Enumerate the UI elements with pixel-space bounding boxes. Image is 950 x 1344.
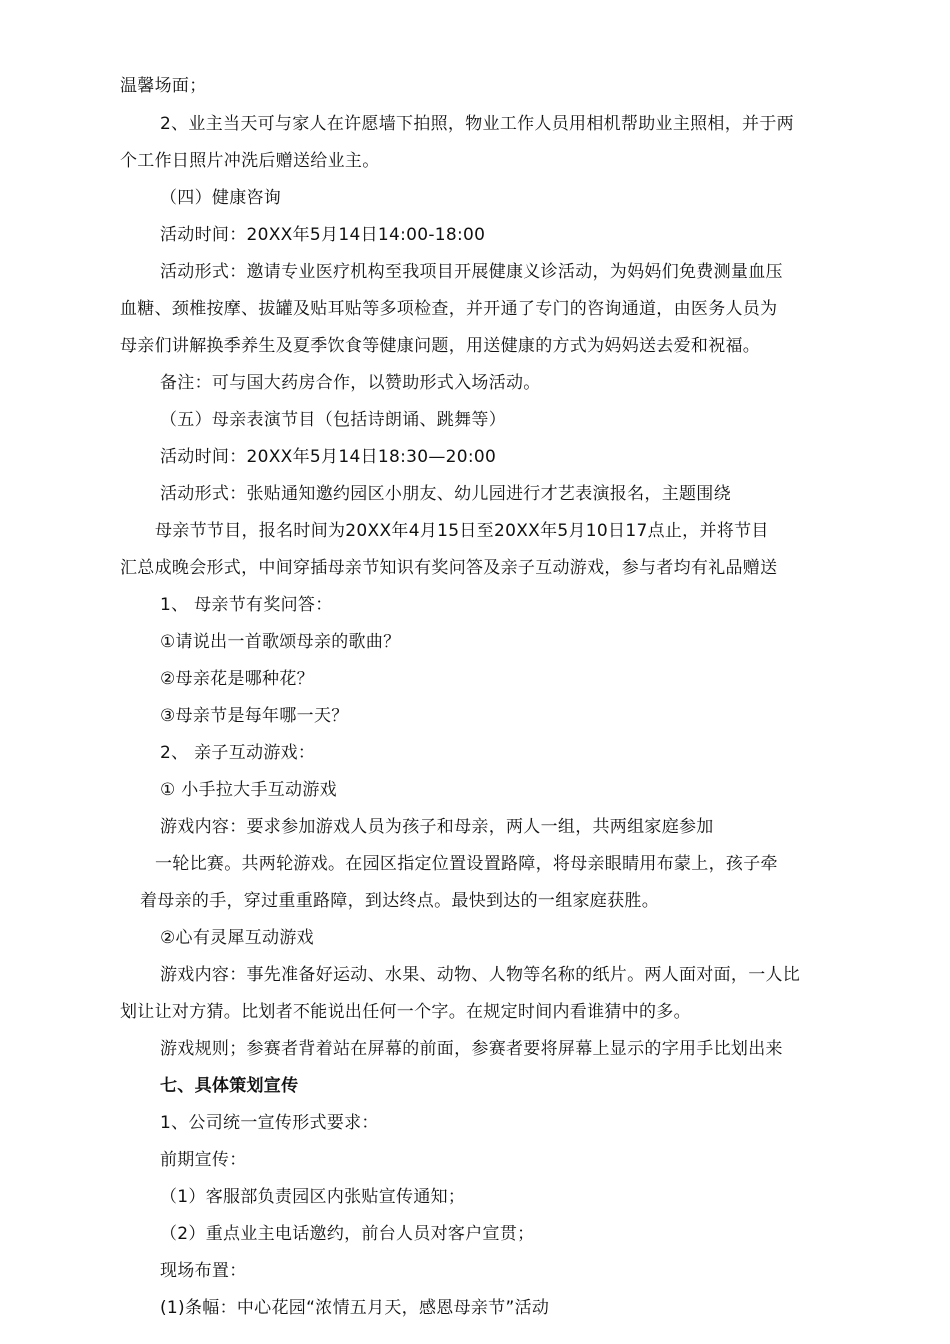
list-heading: 1、 母亲节有奖问答：: [160, 595, 333, 615]
text-line: 备注：可与国大药房合作，以赞助形式入场活动。: [160, 373, 541, 393]
text-line: 前期宣传：: [160, 1150, 247, 1170]
text-line: 1、公司统一宣传形式要求：: [160, 1113, 379, 1133]
chapter-heading: 七、具体策划宣传: [160, 1076, 299, 1096]
text-line: 血糖、颈椎按摩、拔罐及贴耳贴等多项检查，并开通了专门的咨询通道，由医务人员为: [120, 299, 778, 319]
text-line: 2、业主当天可与家人在许愿墙下拍照，物业工作人员用相机帮助业主照相，并于两: [160, 114, 794, 134]
section-heading: （五）母亲表演节目（包括诗朗诵、跳舞等）: [160, 410, 506, 430]
text-line: 母亲节节目，报名时间为20XX年4月15日至20XX年5月10日17点止，并将节目: [155, 521, 769, 541]
text-line: 活动时间：20XX年5月14日14:00-18:00: [160, 225, 486, 245]
list-item: (1)条幅：中心花园“浓情五月天，感恩母亲节”活动: [160, 1298, 550, 1318]
text-line: 活动形式：邀请专业医疗机构至我项目开展健康义诊活动，为妈妈们免费测量血压: [160, 262, 783, 282]
text-line: 个工作日照片冲洗后赠送给业主。: [120, 151, 380, 171]
list-item: ① 小手拉大手互动游戏: [160, 780, 337, 800]
list-item: ③母亲节是每年哪一天？: [160, 706, 349, 726]
list-heading: 2、 亲子互动游戏：: [160, 743, 316, 763]
list-item: （1）客服部负责园区内张贴宣传通知；: [160, 1187, 466, 1207]
text-line: 现场布置：: [160, 1261, 247, 1281]
section-heading: （四）健康咨询: [160, 188, 282, 208]
text-line: 母亲们讲解换季养生及夏季饮食等健康问题，用送健康的方式为妈妈送去爱和祝福。: [120, 336, 761, 356]
text-line: 划让让对方猜。比划者不能说出任何一个字。在规定时间内看谁猜中的多。: [120, 1002, 691, 1022]
list-item: （2）重点业主电话邀约，前台人员对客户宣贯；: [160, 1224, 535, 1244]
text-line: 温馨场面；: [120, 76, 207, 96]
text-line: 活动形式：张贴通知邀约园区小朋友、幼儿园进行才艺表演报名，主题围绕: [160, 484, 731, 504]
text-line: 着母亲的手，穿过重重路障，到达终点。最快到达的一组家庭获胜。: [140, 891, 659, 911]
list-item: ①请说出一首歌颂母亲的歌曲？: [160, 632, 401, 652]
list-item: ②心有灵犀互动游戏: [160, 928, 314, 948]
text-line: 汇总成晚会形式，中间穿插母亲节知识有奖问答及亲子互动游戏，参与者均有礼品赠送: [120, 558, 778, 578]
text-line: 游戏内容：要求参加游戏人员为孩子和母亲，两人一组，共两组家庭参加: [160, 817, 714, 837]
text-line: 一轮比赛。共两轮游戏。在园区指定位置设置路障，将母亲眼睛用布蒙上，孩子牵: [155, 854, 778, 874]
text-line: 游戏内容：事先准备好运动、水果、动物、人物等名称的纸片。两人面对面，一人比: [160, 965, 801, 985]
text-line: 游戏规则；参赛者背着站在屏幕的前面，参赛者要将屏幕上显示的字用手比划出来: [160, 1039, 783, 1059]
list-item: ②母亲花是哪种花？: [160, 669, 314, 689]
text-line: 活动时间：20XX年5月14日18:30—20:00: [160, 447, 497, 467]
